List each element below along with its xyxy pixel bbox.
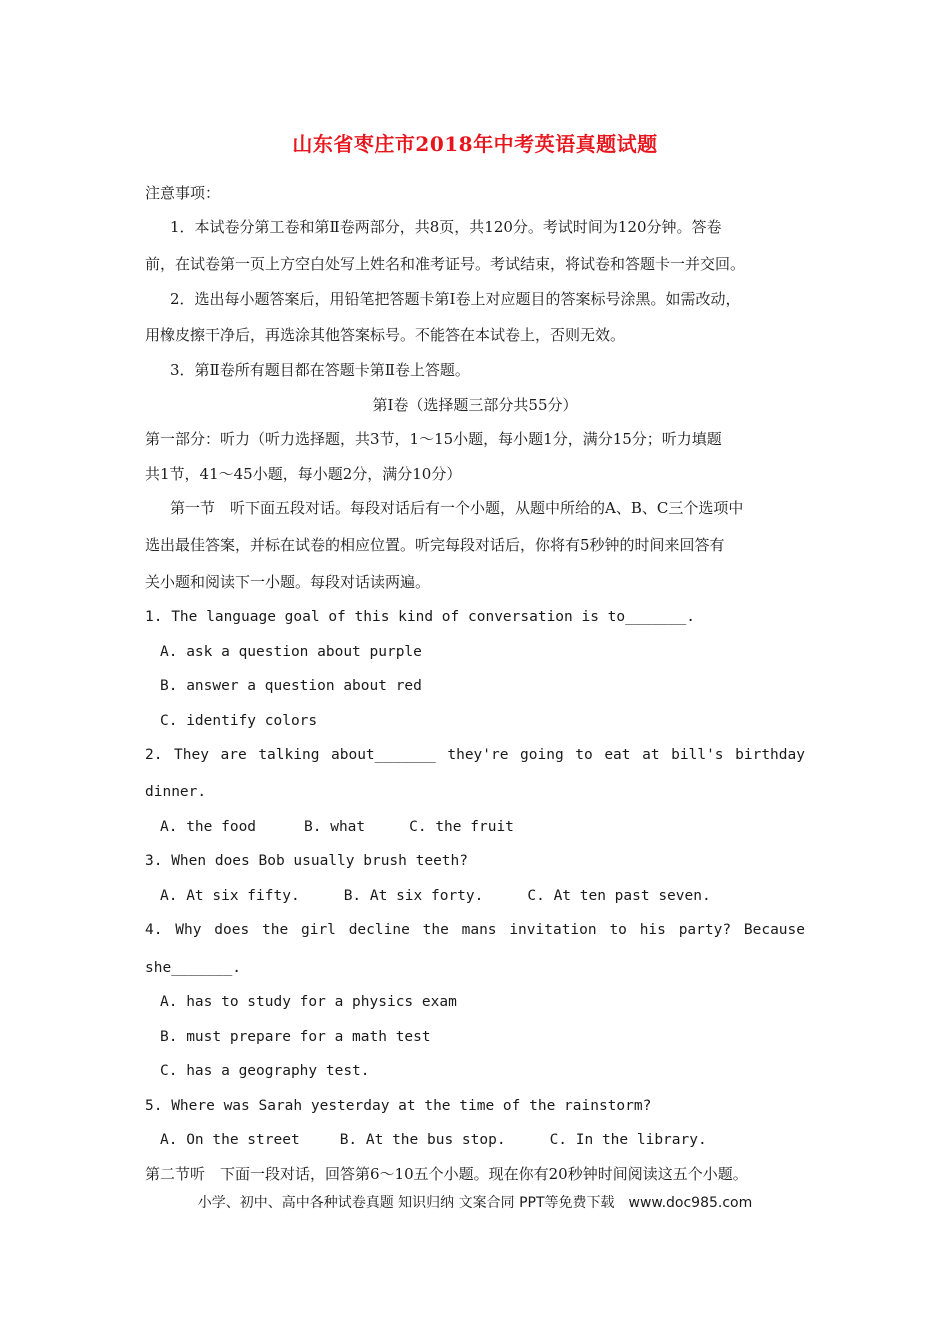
question-2-option-c: C. the fruit [409, 819, 514, 835]
part1-line-1: 第一部分：听力（听力选择题，共3节，1～15小题，每小题1分，满分15分；听力填题 [145, 430, 722, 448]
question-4-word: invitation [509, 922, 597, 938]
page-footer: 小学、初中、高中各种试卷真题 知识归纳 文案合同 PPT等免费下载 www.doc985.com [197, 1195, 753, 1211]
question-5-option-b: B. At the bus stop. [339, 1132, 506, 1148]
question-5: 5. Where was Sarah yesterday at the time of the rainstorm? [145, 1098, 652, 1114]
question-2-option-b: B. what [304, 819, 366, 835]
question-2-options [160, 817, 514, 837]
question-2-word: are [220, 747, 247, 763]
question-2-word: at [642, 747, 660, 763]
question-2-word: 2. [145, 747, 163, 763]
question-2-word: bill's [671, 747, 724, 763]
notice-heading: 注意事项： [145, 184, 221, 202]
question-4-word: decline [348, 922, 410, 938]
question-3-option-c: C. At ten past seven. [527, 888, 711, 904]
part1-line-2: 共1节，41～45小题，每小题2分，满分10分） [145, 465, 462, 483]
question-1-option-c: C. identify colors [160, 713, 318, 729]
question-3-options [160, 886, 711, 906]
question-4-word: 4. [145, 922, 163, 938]
notice-item-1-line-1: 1．本试卷分第工卷和第Ⅱ卷两部分，共8页，共120分。考试时间为120分钟。答卷 [170, 218, 722, 236]
question-4-word: the [261, 922, 289, 938]
question-2 [145, 745, 805, 765]
notice-item-2-line-1: 2．选出每小题答案后，用铅笔把答题卡第Ⅰ卷上对应题目的答案标号涂黑。如需改动， [170, 290, 741, 308]
question-2-continuation: dinner. [145, 784, 207, 800]
question-4-word: Because [743, 922, 805, 938]
question-4-continuation: she_______. [145, 960, 242, 976]
notice-item-3: 3．第Ⅱ卷所有题目都在答题卡第Ⅱ卷上答题。 [170, 361, 470, 379]
page-title: 山东省枣庄市2018年中考英语真题试题 [292, 132, 658, 156]
question-4-word: to [609, 922, 627, 938]
question-2-word: they're [447, 747, 509, 763]
question-5-option-a: A. On the street [160, 1132, 300, 1148]
question-4-option-c: C. has a geography test. [160, 1063, 370, 1079]
question-4-option-b: B. must prepare for a math test [160, 1029, 431, 1045]
question-2-option-a: A. the food [160, 819, 257, 835]
question-4-word: his [639, 922, 666, 938]
question-2-word: going [520, 747, 564, 763]
question-4-word: the [422, 922, 449, 938]
section1-line-3: 关小题和阅读下一小题。每段对话读两遍。 [145, 573, 431, 591]
notice-item-2-line-2: 用橡皮擦干净后，再选涂其他答案标号。不能答在本试卷上，否则无效。 [145, 326, 626, 344]
question-4-word: does [214, 922, 250, 938]
question-4 [145, 920, 805, 940]
question-2-word: birthday [735, 747, 805, 763]
question-4-word: Why [175, 922, 202, 938]
question-3-option-a: A. At six fifty. [160, 888, 300, 904]
question-1-option-a: A. ask a question about purple [160, 644, 422, 660]
question-5-option-c: C. In the library. [549, 1132, 707, 1148]
question-4-option-a: A. has to study for a physics exam [160, 994, 457, 1010]
question-2-word: to [575, 747, 593, 763]
notice-item-1-line-2: 前，在试卷第一页上方空白处写上姓名和准考证号。考试结束，将试卷和答题卡一并交回。 [145, 255, 746, 273]
question-2-word: They [174, 747, 209, 763]
question-1-option-b: B. answer a question about red [160, 678, 422, 694]
question-2-word: about_______ [331, 747, 436, 763]
question-5-options [160, 1130, 707, 1150]
section1-line-1: 第一节 听下面五段对话。每段对话后有一个小题，从题中所给的A、B、C三个选项中 [170, 499, 744, 517]
question-2-word: talking [258, 747, 320, 763]
question-4-word: mans [461, 922, 497, 938]
section1-line-2: 选出最佳答案，并标在试卷的相应位置。听完每段对话后，你将有5秒钟的时间来回答有 [145, 536, 725, 554]
question-2-word: eat [604, 747, 631, 763]
question-3-option-b: B. At six forty. [343, 888, 484, 904]
section-title: 第Ⅰ卷（选择题三部分共55分） [372, 396, 578, 414]
question-1: 1. The language goal of this kind of conversation is to_______. [145, 609, 695, 625]
question-4-word: party? [678, 922, 732, 938]
question-3: 3. When does Bob usually brush teeth? [145, 853, 469, 869]
question-4-word: girl [300, 922, 336, 938]
section2-line: 第二节听 下面一段对话，回答第6～10五个小题。现在你有20秒钟时间阅读这五个小题。 [145, 1165, 748, 1183]
